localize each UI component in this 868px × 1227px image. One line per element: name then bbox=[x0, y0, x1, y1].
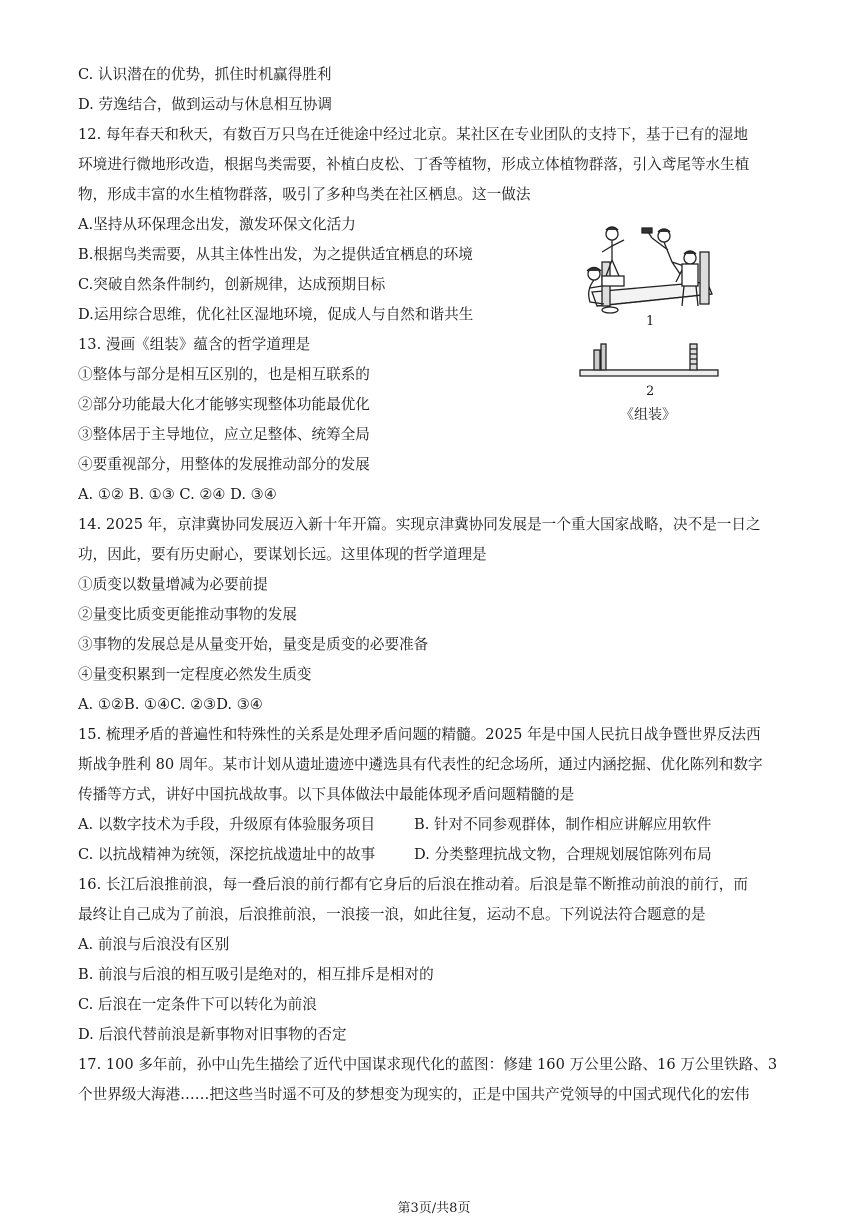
q12-option-b: B.根据鸟类需要，从其主体性出发，为之提供适宜栖息的环境 bbox=[78, 246, 473, 263]
q11-option-c: C. 认识潜在的优势，抓住时机赢得胜利 bbox=[78, 66, 332, 83]
q16-option-c: C. 后浪在一定条件下可以转化为前浪 bbox=[78, 996, 317, 1013]
q14-item-4: ④量变积累到一定程度必然发生质变 bbox=[78, 666, 312, 683]
q14-stem-line-1: 14. 2025 年，京津冀协同发展迈入新十年开篇。实现京津冀协同发展是一个重大国家战略，决不是一日之 bbox=[78, 516, 761, 533]
q17-stem-line-2: 个世界级大海港……把这些当时遥不可及的梦想变为现实的，正是中国共产党领导的中国式现代化的宏伟 bbox=[78, 1086, 750, 1103]
q12-option-d: D.运用综合思维，优化社区湿地环境，促成人与自然和谐共生 bbox=[78, 306, 474, 323]
q15-option-c: C. 以抗战精神为统领，深挖抗战遗址中的故事 bbox=[78, 846, 376, 863]
q13-stem: 13. 漫画《组装》蕴含的哲学道理是 bbox=[78, 336, 311, 353]
q14-stem-line-2: 功，因此，要有历史耐心，要谋划长远。这里体现的哲学道理是 bbox=[78, 546, 487, 563]
q14-item-3: ③事物的发展总是从量变开始，量变是质变的必要准备 bbox=[78, 636, 429, 653]
q14-options: A. ①②B. ①④C. ②③D. ③④ bbox=[78, 696, 263, 713]
q15-stem-line-1: 15. 梳理矛盾的普遍性和特殊性的关系是处理矛盾问题的精髓。2025 年是中国人民抗日战争暨世界反法西 bbox=[78, 726, 761, 743]
q13-options: A. ①② B. ①③ C. ②④ D. ③④ bbox=[78, 486, 277, 503]
q14-item-1: ①质变以数量增减为必要前提 bbox=[78, 576, 268, 593]
cartoon-title: 《组装》 bbox=[620, 407, 676, 423]
q15-option-b: B. 针对不同参观群体，制作相应讲解应用软件 bbox=[414, 816, 712, 833]
q13-item-3: ③整体居于主导地位，应立足整体、统筹全局 bbox=[78, 426, 370, 443]
page-footer: 第3页/共8页 bbox=[397, 1201, 471, 1216]
q15-stem-line-2: 斯战争胜利 80 周年。某市计划从遗址遗迹中遴选具有代表性的纪念场所，通过内涵挖掘、优化陈列和数字 bbox=[78, 756, 763, 773]
cartoon-panel-label-1: 1 bbox=[646, 314, 655, 329]
q16-option-a: A. 前浪与后浪没有区别 bbox=[78, 936, 230, 953]
q16-stem-line-1: 16. 长江后浪推前浪，每一叠后浪的前行都有它身后的后浪在推动着。后浪是靠不断推动前浪的前行，而 bbox=[78, 876, 748, 893]
q12-option-a: A.坚持从环保理念出发，激发环保文化活力 bbox=[78, 216, 356, 233]
q16-option-d: D. 后浪代替前浪是新事物对旧事物的否定 bbox=[78, 1026, 347, 1043]
q14-item-2: ②量变比质变更能推动事物的发展 bbox=[78, 606, 297, 623]
q13-item-1: ①整体与部分是相互区别的，也是相互联系的 bbox=[78, 366, 370, 383]
q11-option-d: D. 劳逸结合，做到运动与休息相互协调 bbox=[78, 96, 332, 113]
q12-stem-line-3: 物，形成丰富的水生植物群落，吸引了多种鸟类在社区栖息。这一做法 bbox=[78, 186, 531, 203]
q17-stem-line-1: 17. 100 多年前，孙中山先生描绘了近代中国谋求现代化的蓝图：修建 160 万公里公路、16 万公里铁路、3 bbox=[78, 1056, 778, 1073]
q15-stem-line-3: 传播等方式，讲好中国抗战故事。以下具体做法中最能体现矛盾问题精髓的是 bbox=[78, 786, 575, 803]
q12-stem-line-1: 12. 每年春天和秋天，有数百万只鸟在迁徙途中经过北京。某社区在专业团队的支持下，基于已有的湿地 bbox=[78, 126, 748, 143]
q12-option-c: C.突破自然条件制约，创新规律，达成预期目标 bbox=[78, 276, 386, 293]
cartoon-panel-label-2: 2 bbox=[646, 384, 655, 399]
q13-item-4: ④要重视部分，用整体的发展推动部分的发展 bbox=[78, 456, 370, 473]
q13-item-2: ②部分功能最大化才能够实现整体功能最优化 bbox=[78, 396, 370, 413]
q15-option-a: A. 以数字技术为手段，升级原有体验服务项目 bbox=[78, 816, 376, 833]
q15-option-d: D. 分类整理抗战文物，合理规划展馆陈列布局 bbox=[414, 846, 712, 863]
q16-option-b: B. 前浪与后浪的相互吸引是绝对的，相互排斥是相对的 bbox=[78, 966, 434, 983]
q12-stem-line-2: 环境进行微地形改造，根据鸟类需要，补植白皮松、丁香等植物，形成立体植物群落，引入鸢尾等水生植 bbox=[78, 156, 750, 173]
q16-stem-line-2: 最终让自己成为了前浪，后浪推前浪，一浪接一浪，如此往复，运动不息。下列说法符合题意的是 bbox=[78, 906, 706, 923]
